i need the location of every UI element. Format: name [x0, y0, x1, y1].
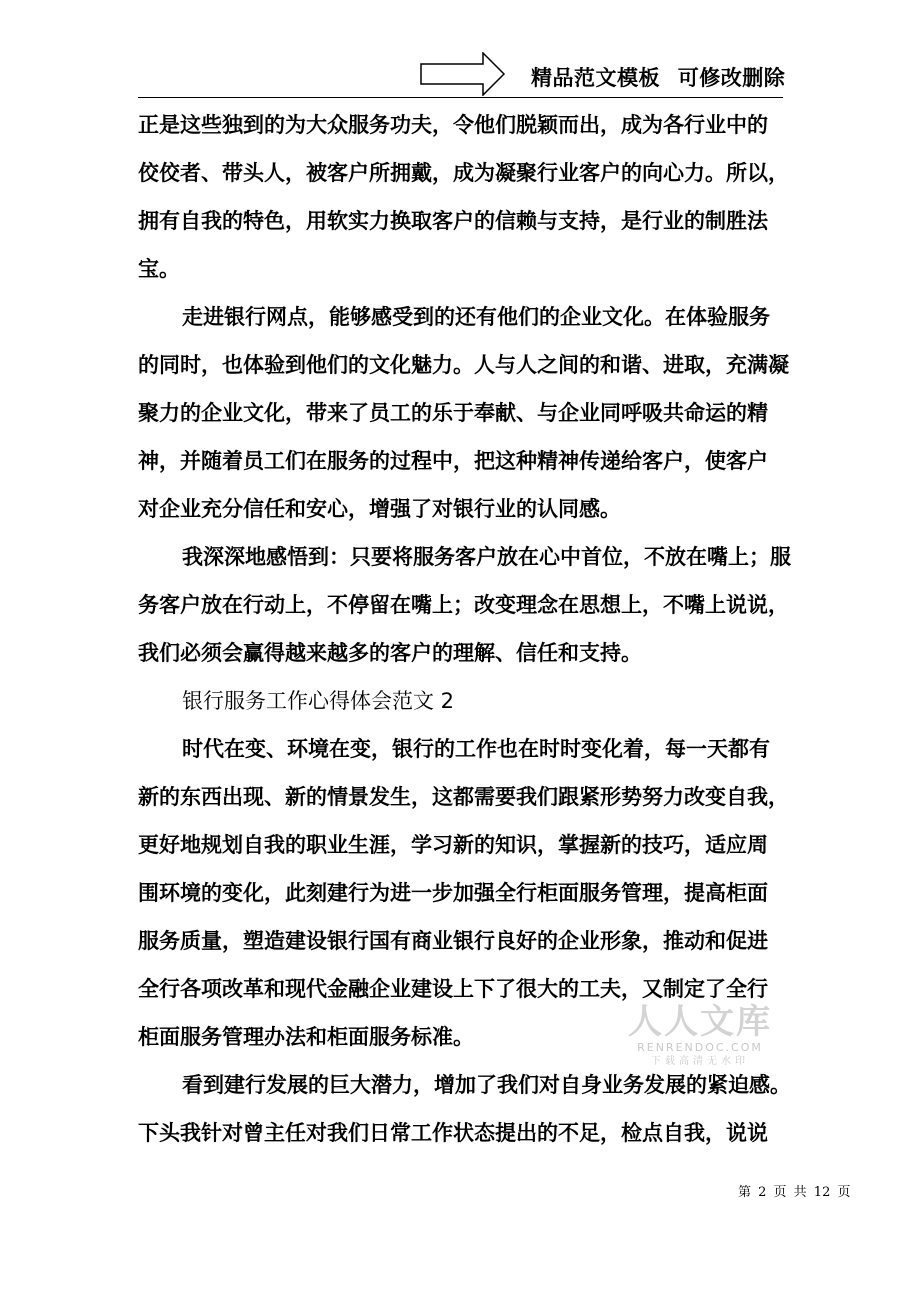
body-line: 务客户放在行动上，不停留在嘴上；改变理念在思想上，不嘴上说说，: [138, 593, 789, 617]
body-line: 时代在变、环境在变，银行的工作也在时时变化着，每一天都有: [182, 737, 770, 761]
watermark: [620, 1003, 780, 1069]
body-line: 正是这些独到的为大众服务功夫，令他们脱颖而出，成为各行业中的: [138, 113, 768, 137]
body-line: 更好地规划自我的职业生涯，学习新的知识，掌握新的技巧，适应周: [138, 833, 768, 857]
body-line: 佼佼者、带头人，被客户所拥戴，成为凝聚行业客户的向心力。所以，: [138, 161, 789, 185]
body-line: 全行各项改革和现代金融企业建设上下了很大的工夫，又制定了全行: [138, 977, 768, 1001]
header-divider: [138, 97, 783, 98]
body-line: 拥有自我的特色，用软实力换取客户的信赖与支持，是行业的制胜法: [138, 209, 768, 233]
body-line: 看到建行发展的巨大潜力，增加了我们对自身业务发展的紧迫感。: [182, 1073, 791, 1097]
body-line: 聚力的企业文化，带来了员工的乐于奉献、与企业同呼吸共命运的精: [138, 401, 768, 425]
body-line: 我深深地感悟到：只要将服务客户放在心中首位，不放在嘴上；服: [182, 545, 791, 569]
watermark-domain: RENRENDOC.COM: [637, 1041, 763, 1054]
arrow-right-icon: [420, 52, 506, 96]
body-line: 宝。: [138, 257, 180, 281]
body-line: 我们必须会赢得越来越多的客户的理解、信任和支持。: [138, 641, 642, 665]
page-number: 第 2 页 共 12 页: [738, 1185, 851, 1200]
section-heading: 银行服务工作心得体会范文 2: [182, 689, 455, 713]
body-line: 下头我针对曾主任对我们日常工作状态提出的不足，检点自我，说说: [138, 1121, 768, 1145]
watermark-logo-text: 人人文库: [628, 1002, 772, 1042]
watermark-tagline: 下载高清无水印: [651, 1056, 749, 1067]
body-line: 的同时，也体验到他们的文化魅力。人与人之间的和谐、进取，充满凝: [138, 353, 789, 377]
body-line: 对企业充分信任和安心，增强了对银行业的认同感。: [138, 497, 621, 521]
header-title: 精品范文模板 可修改删除: [531, 66, 786, 90]
body-line: 神，并随着员工们在服务的过程中，把这种精神传递给客户，使客户: [138, 449, 768, 473]
page-header: [0, 0, 920, 100]
body-line: 柜面服务管理办法和柜面服务标准。: [138, 1025, 474, 1049]
body-line: 走进银行网点，能够感受到的还有他们的企业文化。在体验服务: [182, 305, 770, 329]
body-line: 服务质量，塑造建设银行国有商业银行良好的企业形象，推动和促进: [138, 929, 768, 953]
body-line: 围环境的变化，此刻建行为进一步加强全行柜面服务管理，提高柜面: [138, 881, 768, 905]
body-line: 新的东西出现、新的情景发生，这都需要我们跟紧形势努力改变自我，: [138, 785, 789, 809]
